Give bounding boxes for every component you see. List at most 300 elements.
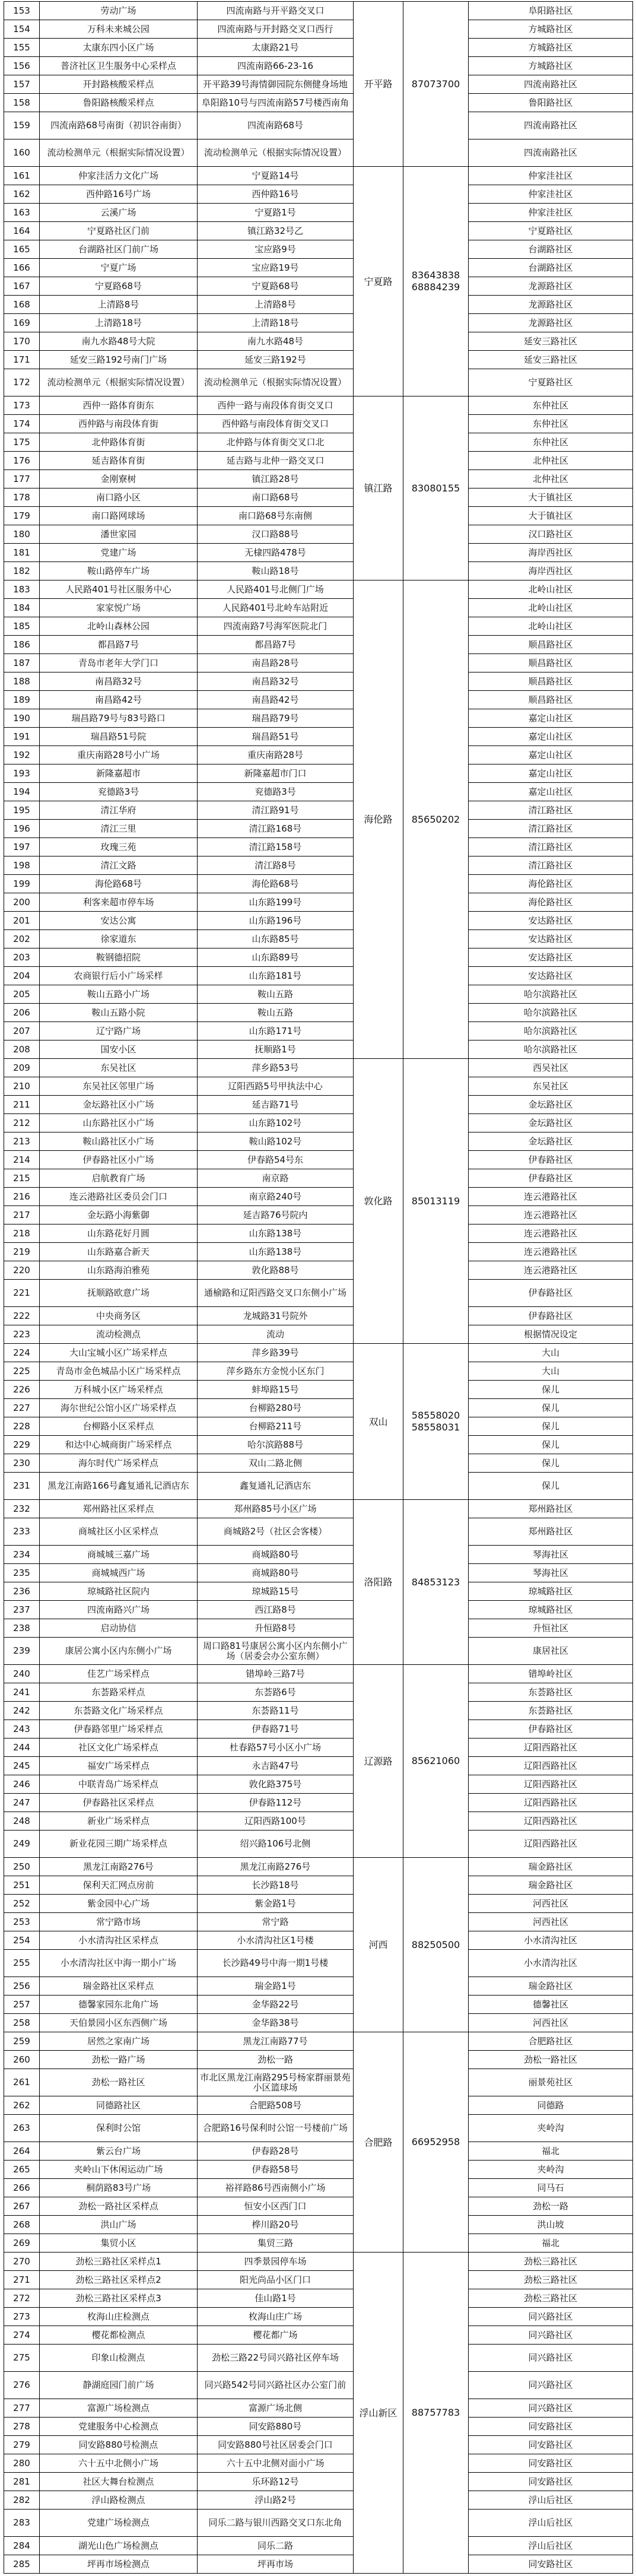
table-row: [4, 985, 633, 1004]
street-phone: [403, 1344, 469, 1500]
site-address: 瑞金路1号: [198, 1977, 354, 1996]
table-row: [4, 2418, 633, 2436]
row-number: 218: [4, 1224, 40, 1243]
phone-number: 88250500: [411, 1939, 460, 1950]
site-address: 长沙路18号: [198, 1876, 354, 1895]
site-address: 同安路880号社区居委会门口: [198, 2436, 354, 2454]
site-name: 东吴社区邻里广场: [40, 1077, 198, 1096]
site-address: 蚌埠路15号: [198, 1381, 354, 1399]
site-name: 启动协信: [40, 1619, 198, 1638]
phone-number: 85013119: [411, 1195, 460, 1207]
table-row: [4, 746, 633, 764]
community-name: 连云港路社区: [469, 1243, 633, 1261]
row-number: 189: [4, 691, 40, 709]
row-number: 206: [4, 1004, 40, 1022]
table-row: [4, 1582, 633, 1601]
site-address: 南京路240号: [198, 1188, 354, 1206]
site-address: 商城路2号（社区会客楼）: [198, 1518, 354, 1546]
row-number: 280: [4, 2454, 40, 2473]
table-row: [4, 1261, 633, 1280]
site-name: 南昌路32号: [40, 672, 198, 691]
phone-number: 85650202: [411, 813, 460, 825]
site-name: 伊春路邻里广场采样点: [40, 1720, 198, 1739]
street-name: 海伦路: [354, 580, 403, 1059]
community-name: 伊春路社区: [469, 1307, 633, 1325]
site-address: 枚海山庄广场: [198, 2308, 354, 2326]
row-number: 272: [4, 2289, 40, 2308]
community-name: 顺昌路社区: [469, 691, 633, 709]
community-name: 连云港路社区: [469, 1224, 633, 1243]
community-name: 宁夏路社区: [469, 369, 633, 396]
row-number: 284: [4, 2537, 40, 2555]
community-name: 龙源路社区: [469, 277, 633, 296]
row-number: 254: [4, 1931, 40, 1950]
table-row: [4, 488, 633, 507]
row-number: 285: [4, 2555, 40, 2574]
site-address: 延吉路71号: [198, 1096, 354, 1114]
row-number: 164: [4, 222, 40, 240]
site-name: 启航教育广场: [40, 1169, 198, 1188]
table-row: [4, 617, 633, 636]
row-number: 236: [4, 1582, 40, 1601]
row-number: 235: [4, 1564, 40, 1582]
site-name: 伊春路社区采样点: [40, 1794, 198, 1812]
row-number: 253: [4, 1913, 40, 1931]
row-number: 188: [4, 672, 40, 691]
site-address: 西江路8号: [198, 1601, 354, 1619]
site-name: 宁夏路社区门前: [40, 222, 198, 240]
site-name: 新业花园三期广场采样点: [40, 1831, 198, 1858]
site-name: 台柳路小区采样点: [40, 1417, 198, 1436]
row-number: 209: [4, 1059, 40, 1077]
community-name: 郑州路社区: [469, 1518, 633, 1546]
community-name: 仲家洼社区: [469, 185, 633, 204]
table-row: [4, 112, 633, 139]
row-number: 217: [4, 1206, 40, 1224]
site-address: 宝应路9号: [198, 240, 354, 259]
site-name: 居然之家南广场: [40, 2032, 198, 2051]
community-name: 清江路社区: [469, 838, 633, 856]
community-name: 哈尔滨路社区: [469, 985, 633, 1004]
community-name: 西吴社区: [469, 1059, 633, 1077]
site-address: 劲松三路22号同兴路社区停车场: [198, 2345, 354, 2372]
site-name: 静湖庭园门前广场: [40, 2372, 198, 2399]
row-number: 246: [4, 1775, 40, 1794]
row-number: 249: [4, 1831, 40, 1858]
site-address: 同乐二路与银川西路交叉口东北角: [198, 2510, 354, 2537]
site-name: 黑龙江南路276号: [40, 1858, 198, 1876]
site-name: 劲松一路广场: [40, 2051, 198, 2069]
street-phone: [403, 2, 469, 167]
row-number: 239: [4, 1638, 40, 1665]
site-address: 镇江路28号: [198, 470, 354, 488]
table-row: [4, 1040, 633, 1059]
row-number: 170: [4, 332, 40, 351]
row-number: 192: [4, 746, 40, 764]
table-row: [4, 2436, 633, 2454]
table-row: [4, 2510, 633, 2537]
community-name: 嘉定山社区: [469, 728, 633, 746]
site-name: 南口路小区: [40, 488, 198, 507]
row-number: 183: [4, 580, 40, 599]
row-number: 275: [4, 2345, 40, 2372]
phone-number: 84853123: [411, 1576, 460, 1588]
row-number: 175: [4, 433, 40, 452]
site-address: 四季景园停车场: [198, 2253, 354, 2271]
table-row: [4, 1344, 633, 1362]
community-name: 同兴路社区: [469, 2399, 633, 2418]
table-row: [4, 1077, 633, 1096]
table-row: [4, 525, 633, 544]
site-name: 小水清沟社区中海一期小广场: [40, 1950, 198, 1977]
site-name: 保利天汇网点房前: [40, 1876, 198, 1895]
site-name: 郑州路社区采样点: [40, 1500, 198, 1518]
community-name: 大于镇社区: [469, 488, 633, 507]
table-row: [4, 801, 633, 820]
site-name: 青岛市老年大学门口: [40, 654, 198, 672]
row-number: 173: [4, 396, 40, 415]
site-name: 国安小区: [40, 1040, 198, 1059]
row-number: 282: [4, 2491, 40, 2510]
site-address: 辽阳西路100号: [198, 1812, 354, 1831]
community-name: 顺昌路社区: [469, 636, 633, 654]
table-row: [4, 1004, 633, 1022]
community-name: 错埠岭社区: [469, 1665, 633, 1683]
site-address: 瑞昌路79号: [198, 709, 354, 728]
table-row: [4, 875, 633, 893]
row-number: 278: [4, 2418, 40, 2436]
site-name: 金坛路小海紫御: [40, 1206, 198, 1224]
table-row: [4, 1858, 633, 1876]
community-name: 海伦路社区: [469, 875, 633, 893]
table-row: [4, 1417, 633, 1436]
table-row: [4, 20, 633, 39]
site-address: 恒安小区西门口: [198, 2197, 354, 2216]
site-name: 湖光山色广场检测点: [40, 2537, 198, 2555]
row-number: 250: [4, 1858, 40, 1876]
site-name: 延吉路体育街: [40, 452, 198, 470]
row-number: 169: [4, 314, 40, 332]
site-address: 上清路18号: [198, 314, 354, 332]
table-row: [4, 240, 633, 259]
phone-number: 85621060: [411, 1755, 460, 1766]
site-address: 西仲一路与南段体育街交叉口: [198, 396, 354, 415]
community-name: 福北: [469, 2142, 633, 2161]
table-row: [4, 893, 633, 912]
row-number: 207: [4, 1022, 40, 1040]
community-name: 延安三路社区: [469, 332, 633, 351]
site-name: 瑞金路社区采样点: [40, 1977, 198, 1996]
site-name: 同安路880号检测点: [40, 2436, 198, 2454]
site-name: 劲松三路社区采样点3: [40, 2289, 198, 2308]
site-address: 西仲路与南段体育街交叉口: [198, 415, 354, 433]
street-name: 敦化路: [354, 1059, 403, 1344]
site-address: 南口路68号东南侧: [198, 507, 354, 525]
row-number: 208: [4, 1040, 40, 1059]
community-name: 郑州路社区: [469, 1500, 633, 1518]
site-name: 中央商务区: [40, 1307, 198, 1325]
table-row: [4, 1812, 633, 1831]
row-number: 281: [4, 2473, 40, 2491]
community-name: 四流南路社区: [469, 75, 633, 94]
table-row: [4, 470, 633, 488]
table-row: [4, 1638, 633, 1665]
table-body: [4, 2, 633, 2574]
site-address: 山东路196号: [198, 912, 354, 930]
site-address: 鑫复通礼记酒店东: [198, 1473, 354, 1500]
table-row: [4, 1307, 633, 1325]
site-address: 六十五中北侧对面小广场: [198, 2454, 354, 2473]
community-name: 连云港路社区: [469, 1206, 633, 1224]
community-name: 北岭山社区: [469, 580, 633, 599]
community-name: 同德路: [469, 2096, 633, 2115]
row-number: 256: [4, 1977, 40, 1996]
row-number: 211: [4, 1096, 40, 1114]
site-address: 鞍山五路: [198, 985, 354, 1004]
site-address: 双山二路北侧: [198, 1454, 354, 1473]
row-number: 194: [4, 783, 40, 801]
site-name: 西仲一路体育街东: [40, 396, 198, 415]
site-name: 鞍山五路小院: [40, 1004, 198, 1022]
site-name: 重庆南路28号小广场: [40, 746, 198, 764]
community-name: 安达路社区: [469, 967, 633, 985]
row-number: 269: [4, 2234, 40, 2253]
street-phone: [403, 2253, 469, 2574]
row-number: 205: [4, 985, 40, 1004]
community-name: 东仲社区: [469, 415, 633, 433]
community-name: 辽阳西路社区: [469, 1794, 633, 1812]
community-name: 瑞金路社区: [469, 1977, 633, 1996]
table-row: [4, 204, 633, 222]
site-name: 瑞昌路79号与83号路口: [40, 709, 198, 728]
community-name: 同兴路社区: [469, 2326, 633, 2345]
site-name: 南昌路42号: [40, 691, 198, 709]
row-number: 191: [4, 728, 40, 746]
table-row: [4, 1280, 633, 1307]
row-number: 216: [4, 1188, 40, 1206]
site-name: 瑞昌路51号院: [40, 728, 198, 746]
street-name: 开平路: [354, 2, 403, 167]
community-name: 同安路社区: [469, 2436, 633, 2454]
row-number: 266: [4, 2179, 40, 2197]
table-row: [4, 2345, 633, 2372]
table-row: [4, 1022, 633, 1040]
site-name: 商城城三嘉广场: [40, 1546, 198, 1564]
community-name: 浮山后社区: [469, 2491, 633, 2510]
row-number: 252: [4, 1895, 40, 1913]
site-address: 延吉路76号院内: [198, 1206, 354, 1224]
table-row: [4, 1876, 633, 1895]
phone-number: 83643838: [411, 269, 460, 281]
community-name: 升恒社区: [469, 1619, 633, 1638]
community-name: 保儿: [469, 1436, 633, 1454]
table-row: [4, 2051, 633, 2069]
collection-site-table: [4, 1, 633, 2574]
community-name: 连云港路社区: [469, 1188, 633, 1206]
table-row: [4, 1739, 633, 1757]
table-row: [4, 139, 633, 167]
community-name: 同安路社区: [469, 2555, 633, 2574]
community-name: 小水清沟社区: [469, 1950, 633, 1977]
row-number: 162: [4, 185, 40, 204]
table-row: [4, 654, 633, 672]
table-row: [4, 2115, 633, 2142]
site-name: 流动检测单元（根据实际情况设置）: [40, 369, 198, 396]
community-name: 劲松三路社区: [469, 2253, 633, 2271]
site-address: 辽阳西路5号甲执法中心: [198, 1077, 354, 1096]
site-address: 四流南路与开平路交叉口: [198, 2, 354, 20]
row-number: 274: [4, 2326, 40, 2345]
community-name: 河西社区: [469, 1913, 633, 1931]
site-address: 周口路81号康居公寓小区内东侧小广场（居委会办公室东侧）: [198, 1638, 354, 1665]
table-row: [4, 580, 633, 599]
table-row: [4, 1518, 633, 1546]
site-address: 流动检测单元（根据实际情况设置）: [198, 139, 354, 167]
site-name: 鲁阳路核酸采样点: [40, 94, 198, 112]
site-name: 四流南路68号南街（初识谷南街）: [40, 112, 198, 139]
community-name: 劲松一路社区: [469, 2051, 633, 2069]
community-name: 伊春路社区: [469, 1151, 633, 1169]
site-address: 人民路401号北侧门广场: [198, 580, 354, 599]
site-address: 山东路138号: [198, 1243, 354, 1261]
site-address: 都昌路7号: [198, 636, 354, 654]
row-number: 222: [4, 1307, 40, 1325]
site-name: 夹岭山下休闲运动广场: [40, 2161, 198, 2179]
site-name: 桐荫路83号广场: [40, 2179, 198, 2197]
row-number: 202: [4, 930, 40, 948]
table-row: [4, 185, 633, 204]
community-name: 东荟路社区: [469, 1683, 633, 1702]
table-row: [4, 1243, 633, 1261]
table-row: [4, 2179, 633, 2197]
community-name: 保儿: [469, 1454, 633, 1473]
site-name: 山东路嘉合新天: [40, 1243, 198, 1261]
site-address: 伊春路28号: [198, 2142, 354, 2161]
table-row: [4, 2253, 633, 2271]
site-address: 四流南路与开封路交叉口西行: [198, 20, 354, 39]
row-number: 187: [4, 654, 40, 672]
table-row: [4, 967, 633, 985]
table-row: [4, 332, 633, 351]
street-name: 宁夏路: [354, 167, 403, 396]
table-row: [4, 1775, 633, 1794]
site-name: 康居公寓小区内东侧小广场: [40, 1638, 198, 1665]
row-number: 226: [4, 1381, 40, 1399]
table-row: [4, 1665, 633, 1683]
community-name: 同兴路社区: [469, 2308, 633, 2326]
table-row: [4, 764, 633, 783]
row-number: 276: [4, 2372, 40, 2399]
site-address: 乐环路12号: [198, 2473, 354, 2491]
site-name: 海尔世纪公馆小区广场采样点: [40, 1399, 198, 1417]
site-address: 阜阳路10号与四流南路57号楼西南角: [198, 94, 354, 112]
community-name: 海伦路社区: [469, 893, 633, 912]
row-number: 201: [4, 912, 40, 930]
row-number: 224: [4, 1344, 40, 1362]
table-row: [4, 1096, 633, 1114]
row-number: 154: [4, 20, 40, 39]
site-name: 安达公寓: [40, 912, 198, 930]
site-name: 枚海山庄检测点: [40, 2308, 198, 2326]
street-phone: [403, 580, 469, 1059]
row-number: 214: [4, 1151, 40, 1169]
site-address: 台柳路280号: [198, 1399, 354, 1417]
table-row: [4, 452, 633, 470]
row-number: 259: [4, 2032, 40, 2051]
table-row: [4, 2069, 633, 2096]
site-address: 南昌路32号: [198, 672, 354, 691]
site-address: 通榆路和辽阳西路交叉口东侧小广场: [198, 1280, 354, 1307]
community-name: 东吴社区: [469, 1077, 633, 1096]
site-name: 天伯景园小区东西侧广场: [40, 2014, 198, 2032]
site-address: 流动: [198, 1325, 354, 1344]
site-address: 哈尔滨路88号: [198, 1436, 354, 1454]
site-address: 伊春路54号东: [198, 1151, 354, 1169]
community-name: 河西社区: [469, 2014, 633, 2032]
community-name: 同安路社区: [469, 2454, 633, 2473]
row-number: 215: [4, 1169, 40, 1188]
site-address: 鞍山五路: [198, 1004, 354, 1022]
community-name: 同安路社区: [469, 2418, 633, 2436]
row-number: 167: [4, 277, 40, 296]
site-address: 金华路38号: [198, 2014, 354, 2032]
table-row: [4, 1473, 633, 1500]
table-row: [4, 1206, 633, 1224]
community-name: 康居社区: [469, 1638, 633, 1665]
row-number: 163: [4, 204, 40, 222]
community-name: 保儿: [469, 1417, 633, 1436]
site-name: 集贸小区: [40, 2234, 198, 2253]
community-name: 方城路社区: [469, 20, 633, 39]
site-address: 流动检测单元（根据实际情况设置）: [198, 369, 354, 396]
row-number: 160: [4, 139, 40, 167]
table-row: [4, 1977, 633, 1996]
row-number: 228: [4, 1417, 40, 1436]
site-name: 富源广场检测点: [40, 2399, 198, 2418]
site-name: 农商银行后小广场采样: [40, 967, 198, 985]
site-address: 南昌路42号: [198, 691, 354, 709]
site-address: 萍乡路39号: [198, 1344, 354, 1362]
community-name: 福北: [469, 2234, 633, 2253]
site-name: 南九水路48号大院: [40, 332, 198, 351]
site-address: 敦化路88号: [198, 1261, 354, 1280]
site-name: 宁夏路68号: [40, 277, 198, 296]
site-name: 社区大舞台检测点: [40, 2473, 198, 2491]
site-name: 德馨家园东北角广场: [40, 1996, 198, 2014]
community-name: 同安路社区: [469, 2473, 633, 2491]
row-number: 181: [4, 544, 40, 562]
site-name: 青岛市金色城品小区广场采样点: [40, 1362, 198, 1381]
site-address: 无棣四路478号: [198, 544, 354, 562]
table-row: [4, 1794, 633, 1812]
site-name: 利客来超市停车场: [40, 893, 198, 912]
table-row: [4, 1546, 633, 1564]
row-number: 232: [4, 1500, 40, 1518]
community-name: 台湖路社区: [469, 259, 633, 277]
site-name: 仲家洼活力文化广场: [40, 167, 198, 185]
table-row: [4, 2014, 633, 2032]
row-number: 212: [4, 1114, 40, 1132]
site-address: 山东路89号: [198, 948, 354, 967]
table-row: [4, 1913, 633, 1931]
site-name: 劲松三路社区采样点2: [40, 2271, 198, 2289]
site-address: 佳山路1号: [198, 2289, 354, 2308]
table-row: [4, 167, 633, 185]
site-name: 台湖路社区门前广场: [40, 240, 198, 259]
table-row: [4, 1831, 633, 1858]
site-address: 山东路181号: [198, 967, 354, 985]
row-number: 240: [4, 1665, 40, 1683]
